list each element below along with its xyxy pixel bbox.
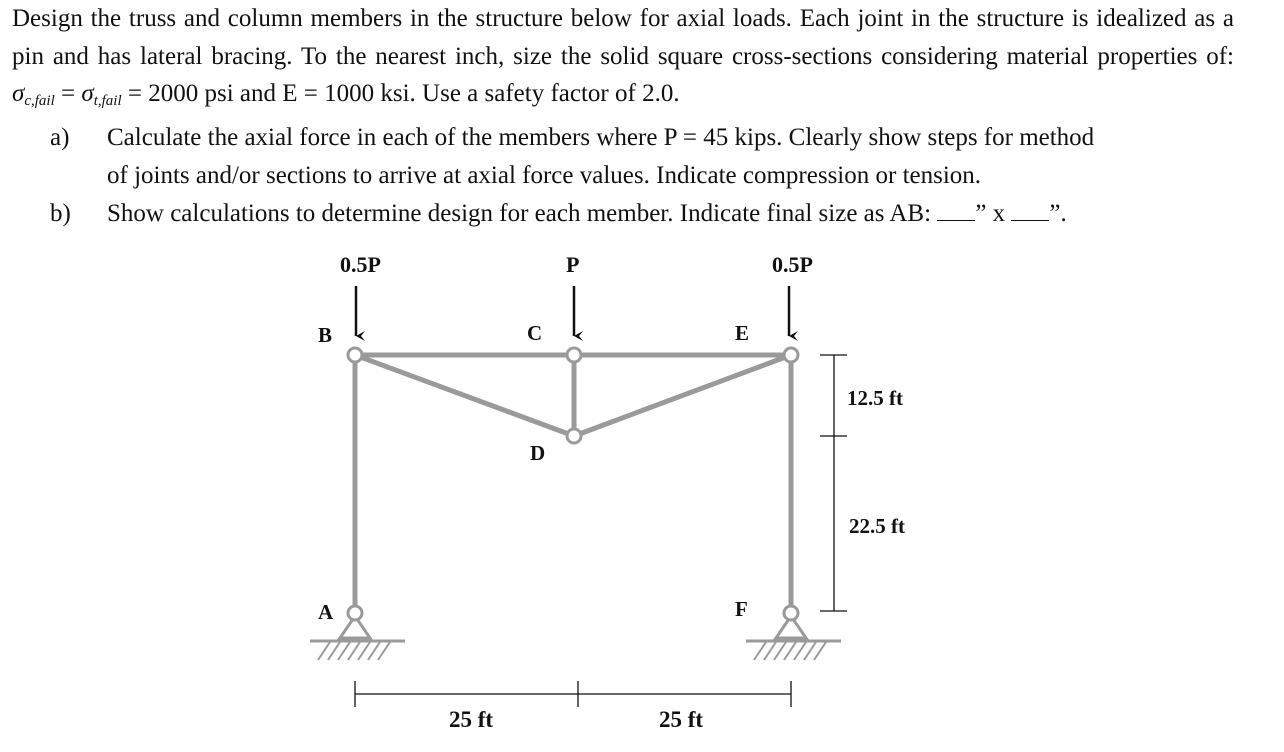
joint-label-B: B <box>318 323 333 347</box>
joint-A-pin <box>348 606 362 620</box>
member-DE <box>574 355 791 436</box>
joint-label-C: C <box>527 321 543 345</box>
intro-text: Design the truss and column members in the structure below for axial loads. Each joint in the structure is idealized as a pin and has lateral bracing. To the nearest inch, size the solid square cross-sections considering material properties of: <box>12 5 1234 70</box>
dim-span-left: 25 ft <box>449 707 494 732</box>
inch-times: ” x <box>975 200 1012 227</box>
dim-upper-height: 12.5 ft <box>847 386 903 410</box>
part-b-text: Show calculations to determine design for each member. Indicate final size as AB: <box>107 200 938 227</box>
joint-D-pin <box>567 429 581 443</box>
load-label-C: P <box>566 252 580 277</box>
sigma-c: σ <box>12 80 25 107</box>
material-properties-text: = 2000 psi and E = 1000 ksi. Use a safety factor of 2.0. <box>121 80 680 107</box>
sigma-t-subscript: t,fail <box>93 93 122 109</box>
load-label-E: 0.5P <box>772 252 813 277</box>
joint-E-pin <box>784 348 798 362</box>
pin-support-F <box>746 616 841 660</box>
part-a-line-1: Calculate the axial force in each of the members where P = 45 kips. Clearly show steps for method <box>107 124 1095 151</box>
sigma-c-subscript: c,fail <box>24 93 55 109</box>
joint-label-F: F <box>735 597 748 621</box>
equals-sign: = <box>54 80 82 107</box>
vertical-dimension <box>820 355 847 611</box>
joint-F-pin <box>784 606 798 620</box>
joint-label-E: E <box>735 321 750 345</box>
part-b-label: b) <box>50 200 71 227</box>
horizontal-dimension <box>355 681 791 707</box>
joint-label-A: A <box>318 600 334 624</box>
dim-lower-height: 22.5 ft <box>849 514 905 538</box>
joint-B-pin <box>348 348 362 362</box>
joint-C-pin <box>567 348 581 362</box>
sigma-t: σ <box>81 80 94 107</box>
part-a-label: a) <box>50 124 70 151</box>
dim-span-right: 25 ft <box>659 707 704 732</box>
inch-end: ”. <box>1049 200 1067 227</box>
load-label-B: 0.5P <box>340 252 381 277</box>
part-a-line-2: of joints and/or sections to arrive at axial force values. Indicate compression or tension. <box>107 162 982 189</box>
member-BD <box>355 355 574 436</box>
joint-label-D: D <box>530 441 546 465</box>
